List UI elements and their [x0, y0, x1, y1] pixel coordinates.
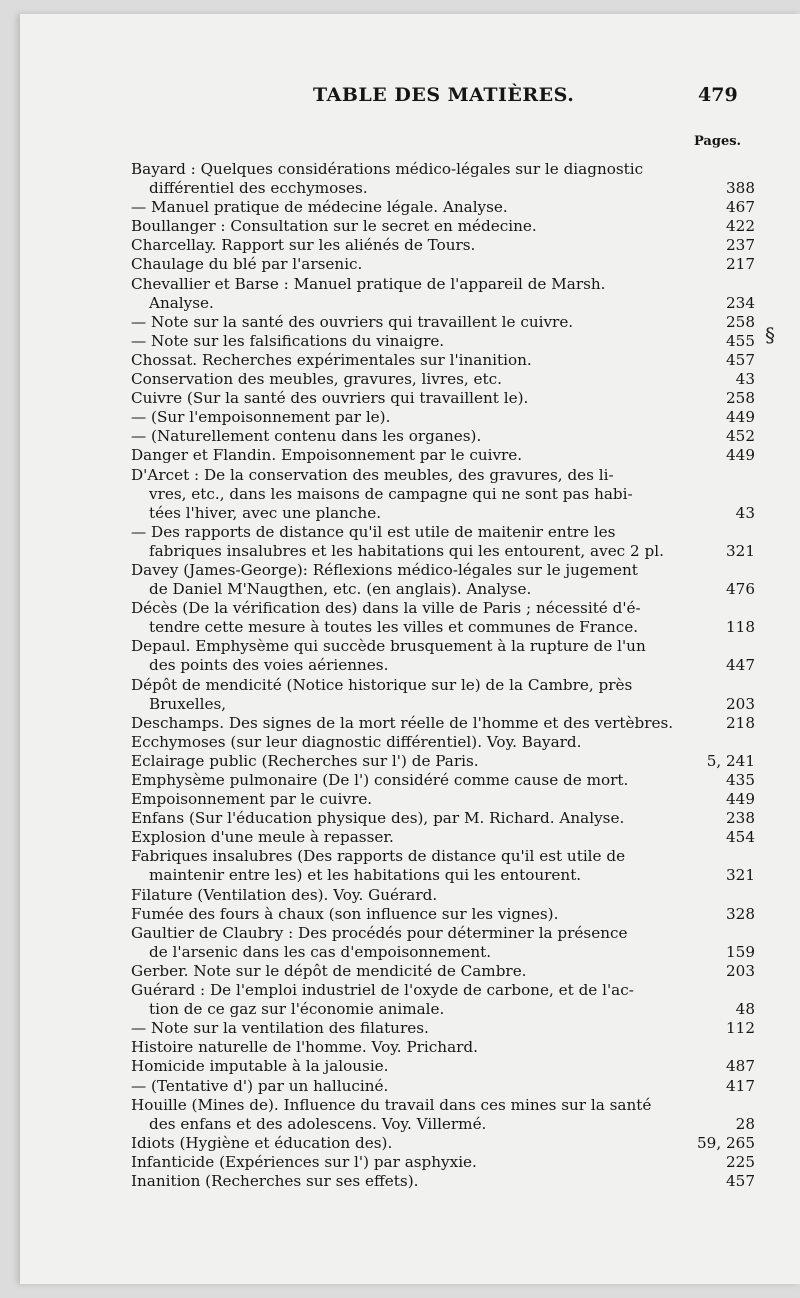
index-entry: [131, 523, 755, 561]
entry-text: Conservation des meubles, gravures, livres, etc. 43: [131, 370, 755, 389]
entry-text-continuation: différentiel des ecchymoses. 388: [149, 179, 755, 198]
entry-text: Histoire naturelle de l'homme. Voy. Prichard.: [131, 1038, 478, 1057]
entry-text: — (Sur l'empoisonnement par le). 449: [131, 408, 755, 427]
index-entry: [131, 1172, 755, 1191]
entry-text: Empoisonnement par le cuivre. 449: [131, 790, 755, 809]
entry-page-ref: 258: [726, 312, 755, 331]
entry-text: Emphysème pulmonaire (De l') considéré comme cause de mort. 435: [131, 771, 755, 789]
entry-page-ref: 28: [735, 1114, 755, 1133]
index-entry: [131, 275, 755, 313]
entry-text-continuation: de l'arsenic dans les cas d'empoisonnement. 159: [149, 942, 755, 961]
index-entries: [131, 160, 755, 1191]
entry-text: — Note sur la santé des ouvriers qui travaillent le cuivre. 258: [131, 312, 755, 331]
entry-page-ref: 328: [726, 904, 755, 923]
entry-page-ref: 234: [726, 293, 755, 312]
entry-text: Eclairage public (Recherches sur l') de Paris. 5, 241: [131, 751, 755, 770]
entry-text: Explosion d'une meule à repasser. 454: [131, 828, 755, 847]
entry-text: Idiots (Hygiène et éducation des). 59, 265: [131, 1133, 755, 1152]
entry-text-continuation: des points des voies aériennes. 447: [149, 656, 755, 675]
entry-page-ref: 457: [726, 350, 755, 369]
index-entry: [131, 446, 755, 465]
entry-text: Bayard : Quelques considérations médico-légales sur le diagnostic: [131, 160, 644, 178]
entry-text: Chevallier et Barse : Manuel pratique de l'appareil de Marsh.: [131, 274, 606, 293]
entry-page-ref: 321: [726, 866, 755, 885]
index-entry: [131, 828, 755, 847]
book-page: [20, 14, 800, 1284]
entry-text: — Des rapports de distance qu'il est utile de maitenir entre les: [131, 522, 616, 541]
entry-text: Davey (James-George): Réflexions médico-légales sur le jugement: [131, 560, 638, 579]
index-entry: [131, 370, 755, 389]
entry-text-continuation: vres, etc., dans les maisons de campagne qui ne sont pas habi-: [149, 484, 633, 503]
entry-page-ref: 449: [726, 446, 755, 465]
index-entry: [131, 466, 755, 523]
entry-page-ref: 447: [726, 656, 755, 675]
entry-text: Gaultier de Claubry : Des procédés pour déterminer la présence: [131, 923, 628, 942]
entry-page-ref: 59, 265: [697, 1133, 755, 1152]
entry-text: Infanticide (Expériences sur l') par asphyxie. 225: [131, 1152, 755, 1171]
index-entry: [131, 962, 755, 981]
index-entry: [131, 790, 755, 809]
entry-text: Inanition (Recherches sur ses effets). 457: [131, 1171, 755, 1190]
entry-page-ref: 457: [726, 1171, 755, 1190]
index-entry: [131, 752, 755, 771]
entry-text-continuation: tées l'hiver, avec une planche. 43: [149, 503, 755, 522]
entry-text: — (Tentative d') par un halluciné. 417: [131, 1076, 755, 1095]
entry-text: Boullanger : Consultation sur le secret en médecine. 422: [131, 217, 755, 236]
running-title: TABLE DES MATIÈRES.: [313, 84, 575, 106]
entry-text-continuation: des enfans et des adolescens. Voy. Villermé. 28: [149, 1114, 755, 1133]
index-entry: [131, 1019, 755, 1038]
index-entry: [131, 924, 755, 962]
entry-page-ref: 203: [726, 961, 755, 980]
entry-page-ref: 43: [735, 503, 755, 522]
index-entry: [131, 236, 755, 255]
index-entry: [131, 160, 755, 198]
index-entry: [131, 427, 755, 446]
pages-column-label: Pages.: [694, 134, 742, 149]
entry-text: Enfans (Sur l'éducation physique des), par M. Richard. Analyse. 238: [131, 809, 755, 828]
index-entry: [131, 1096, 755, 1134]
index-entry: [131, 676, 755, 714]
entry-page-ref: 476: [726, 580, 755, 599]
entry-page-ref: 48: [735, 1000, 755, 1019]
margin-annotation: §: [765, 323, 775, 347]
index-entry: [131, 351, 755, 370]
entry-text-continuation: tion de ce gaz sur l'économie animale. 48: [149, 1000, 755, 1019]
index-entry: [131, 1134, 755, 1153]
entry-page-ref: 238: [726, 809, 755, 828]
entry-text: Danger et Flandin. Empoisonnement par le cuivre. 449: [131, 446, 755, 465]
index-entry: [131, 886, 755, 905]
entry-text-continuation: tendre cette mesure à toutes les villes et communes de France. 118: [149, 618, 755, 637]
entry-text-continuation: maintenir entre les) et les habitations qui les entourent. 321: [149, 866, 755, 885]
entry-text: Chossat. Recherches expérimentales sur l'inanition. 457: [131, 350, 755, 369]
entry-text: Cuivre (Sur la santé des ouvriers qui travaillent le). 258: [131, 389, 755, 408]
entry-page-ref: 258: [726, 389, 755, 408]
entry-text: Guérard : De l'emploi industriel de l'oxyde de carbone, et de l'ac-: [131, 981, 634, 1000]
entry-page-ref: 435: [726, 771, 755, 789]
entry-text: — Note sur les falsifications du vinaigre. 455: [131, 331, 755, 350]
entry-page-ref: 422: [726, 217, 755, 236]
entry-text: Ecchymoses (sur leur diagnostic différentiel). Voy. Bayard.: [131, 732, 582, 751]
entry-text-continuation: de Daniel M'Naugthen, etc. (en anglais). Analyse. 476: [149, 580, 755, 599]
index-entry: [131, 198, 755, 217]
entry-page-ref: 218: [726, 713, 755, 732]
index-entry: [131, 1057, 755, 1076]
entry-page-ref: 487: [726, 1057, 755, 1076]
entry-page-ref: 159: [726, 942, 755, 961]
entry-page-ref: 5, 241: [706, 751, 755, 770]
page-header: [20, 84, 800, 114]
entry-page-ref: 225: [726, 1152, 755, 1171]
entry-page-ref: 417: [726, 1076, 755, 1095]
index-entry: [131, 809, 755, 828]
entry-page-ref: 203: [726, 694, 755, 713]
index-entry: [131, 389, 755, 408]
index-entry: [131, 561, 755, 599]
entry-page-ref: 388: [726, 179, 755, 198]
index-entry: [131, 714, 755, 733]
entry-page-ref: 217: [726, 255, 755, 274]
index-entry: [131, 733, 755, 752]
entry-text: Fumée des fours à chaux (son influence sur les vignes). 328: [131, 904, 755, 923]
entry-page-ref: 452: [726, 427, 755, 446]
entry-page-ref: 449: [726, 408, 755, 427]
index-entry: [131, 1077, 755, 1096]
entry-page-ref: 467: [726, 198, 755, 217]
entry-text: — Manuel pratique de médecine légale. Analyse. 467: [131, 198, 755, 217]
index-entry: [131, 313, 755, 332]
index-entry: [131, 255, 755, 274]
index-entry: [131, 217, 755, 236]
entry-text: Dépôt de mendicité (Notice historique sur le) de la Cambre, près: [131, 675, 633, 694]
index-entry: [131, 332, 755, 351]
page-number: 479: [698, 84, 738, 106]
entry-text: — (Naturellement contenu dans les organes). 452: [131, 427, 755, 446]
entry-text: Fabriques insalubres (Des rapports de distance qu'il est utile de: [131, 847, 626, 866]
index-entry: [131, 1153, 755, 1172]
entry-page-ref: 237: [726, 236, 755, 255]
index-entry: [131, 408, 755, 427]
entry-text: Deschamps. Des signes de la mort réelle de l'homme et des vertèbres. 218: [131, 713, 755, 732]
entry-text: Filature (Ventilation des). Voy. Guérard.: [131, 885, 438, 904]
index-entry: [131, 1038, 755, 1057]
index-entry: [131, 981, 755, 1019]
index-entry: [131, 637, 755, 675]
entry-text-continuation: Bruxelles, 203: [149, 694, 755, 713]
entry-text: — Note sur la ventilation des filatures. 112: [131, 1019, 755, 1038]
index-entry: [131, 771, 755, 790]
entry-text-continuation: fabriques insalubres et les habitations qui les entourent, avec 2 pl. 321: [149, 541, 755, 560]
entry-text: Chaulage du blé par l'arsenic. 217: [131, 255, 755, 274]
entry-text: D'Arcet : De la conservation des meubles, des gravures, des li-: [131, 465, 614, 484]
entry-page-ref: 43: [735, 370, 755, 389]
entry-text: Charcellay. Rapport sur les aliénés de Tours. 237: [131, 236, 755, 255]
entry-page-ref: 454: [726, 828, 755, 847]
entry-page-ref: 455: [726, 331, 755, 350]
entry-text: Houille (Mines de). Influence du travail dans ces mines sur la santé: [131, 1095, 652, 1114]
entry-text-continuation: Analyse. 234: [149, 293, 755, 312]
entry-page-ref: 321: [726, 541, 755, 560]
entry-text: Depaul. Emphysème qui succède brusquement à la rupture de l'un: [131, 637, 646, 656]
index-entry: [131, 599, 755, 637]
entry-page-ref: 118: [726, 618, 755, 637]
index-entry: [131, 847, 755, 885]
entry-page-ref: 112: [726, 1019, 755, 1038]
index-entry: [131, 905, 755, 924]
entry-text: Homicide imputable à la jalousie. 487: [131, 1057, 755, 1076]
entry-page-ref: 449: [726, 790, 755, 809]
entry-text: Gerber. Note sur le dépôt de mendicité de Cambre. 203: [131, 961, 755, 980]
entry-text: Décès (De la vérification des) dans la ville de Paris ; nécessité d'é-: [131, 599, 641, 618]
